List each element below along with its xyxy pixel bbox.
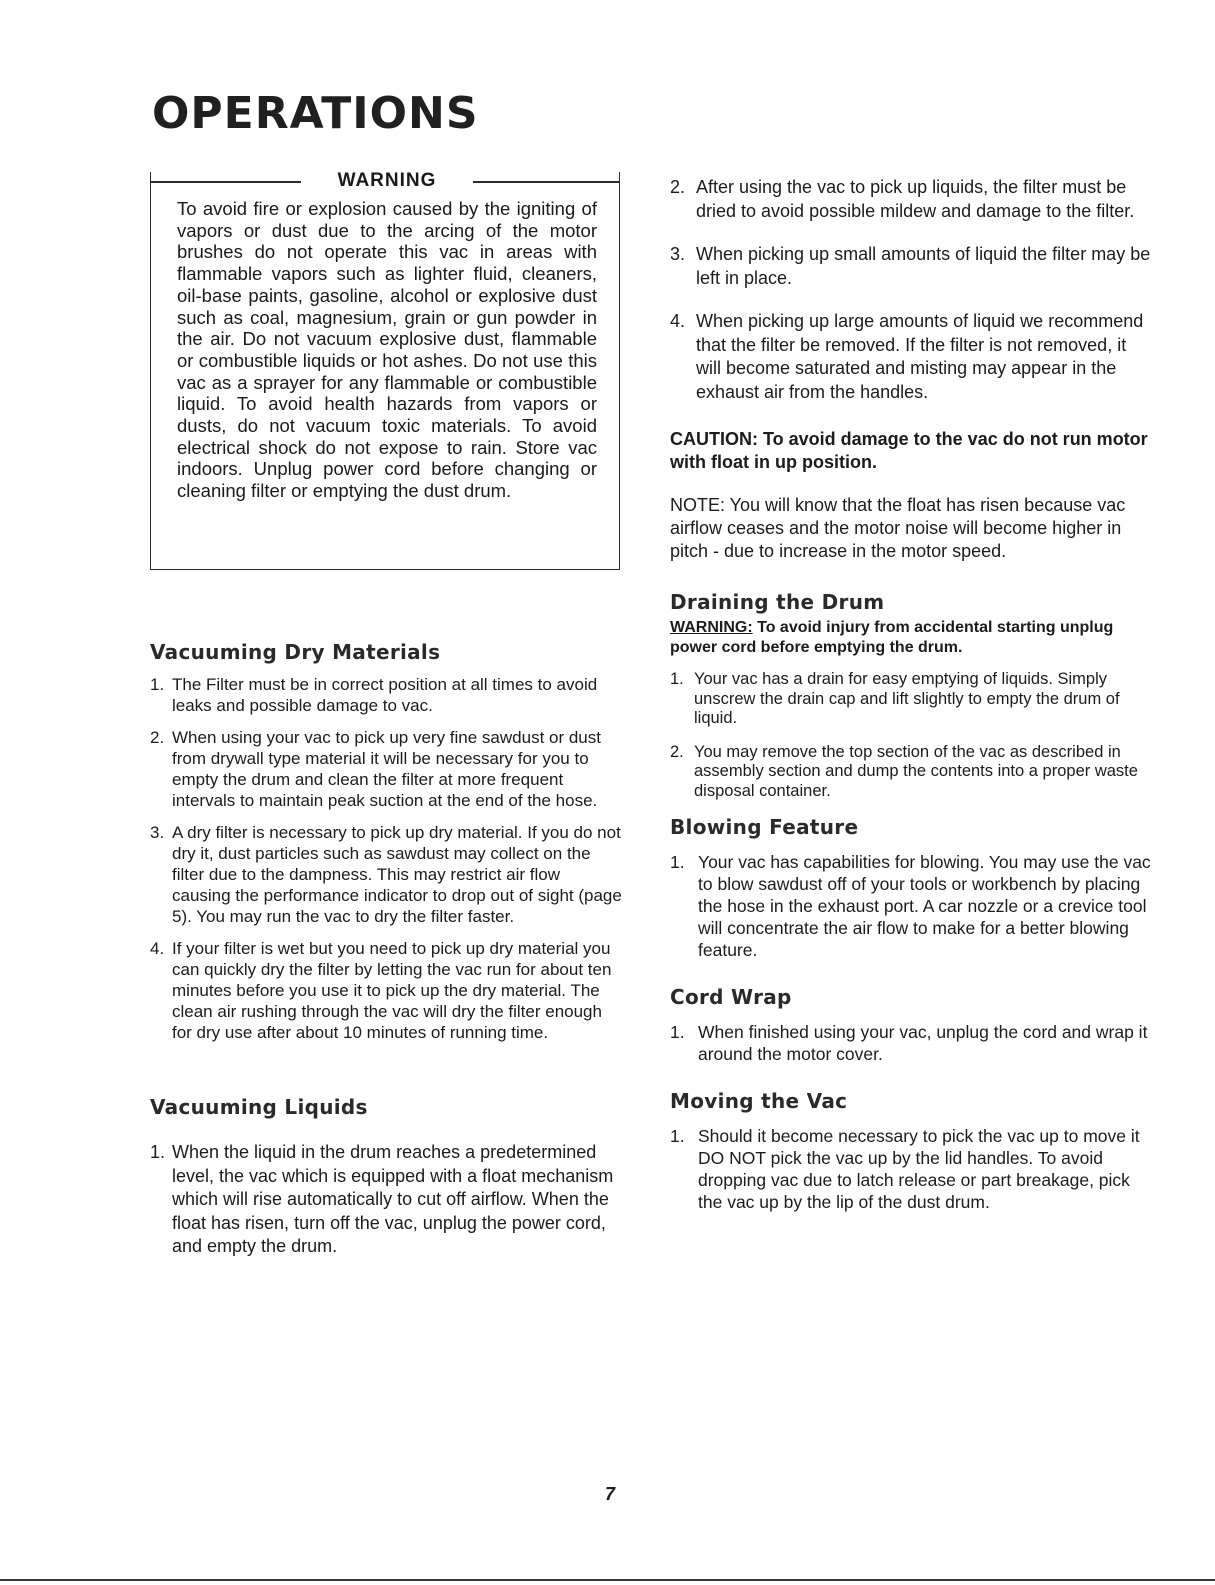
section-liquids — [150, 1095, 622, 1259]
item-text: Should it become necessary to pick the vac up to move it DO NOT pick the vac up by the lid handles. To avoid dropping vac due to latch release or part breakage, pick the vac up by the lip of the dust drum. — [698, 1126, 1140, 1212]
warning-rule-right — [473, 181, 619, 183]
dry-list — [150, 674, 622, 1043]
warning-box — [150, 172, 620, 570]
section-heading: Vacuuming Liquids — [150, 1095, 368, 1119]
left-column — [150, 172, 622, 1259]
item-text: Your vac has capabilities for blowing. You may use the vac to blow sawdust off of your tools or workbench by placing the hose in the exhaust port. A car nozzle or a crevice tool will concentrate the air flow to make for a better blowing feature. — [698, 852, 1151, 960]
section-heading: Draining the Drum — [670, 590, 885, 614]
list-item — [150, 822, 622, 927]
drain-list — [670, 670, 1152, 801]
drain-warning — [670, 618, 1152, 658]
list-item — [150, 938, 622, 1043]
list-item — [670, 1125, 1152, 1213]
item-number: 1. — [150, 675, 165, 694]
right-column — [670, 172, 1152, 1213]
liquids-list-continued — [670, 176, 1152, 404]
warning-title: WARNING — [337, 170, 437, 191]
page-title: OPERATIONS — [152, 88, 479, 139]
item-number: 2. — [670, 177, 686, 197]
list-item — [670, 851, 1152, 961]
section-heading: Moving the Vac — [670, 1089, 848, 1113]
warning-rule-left — [151, 181, 301, 183]
warning-text: To avoid fire or explosion caused by the igniting of vapors or dust due to the arcing of the motor brushes do not operate this vac in areas with flammable vapors such as lighter fluid, cleaners, oil-base paints, gasoline, alcohol or explosive dust such as coal, magnesium, grain or gun powder in the air. Do not vacuum explosive dust, flammable or combustible liquids or hot ashes. Do not use this vac as a sprayer for any flammable or combustible liquid. To avoid health hazards from vapors or dusts, do not vacuum toxic materials. To avoid electrical shock do not expose to rain. Store vac indoors. Unplug power cord before changing or cleaning filter or emptying the dust drum. — [177, 198, 597, 502]
item-text: The Filter must be in correct position at all times to avoid leaks and possible damage to vac. — [172, 675, 598, 715]
section-blowing — [670, 815, 1152, 961]
item-text: Your vac has a drain for easy emptying of liquids. Simply unscrew the drain cap and lift slightly to empty the drum of liquid. — [694, 670, 1120, 727]
list-item — [150, 1141, 622, 1259]
item-text: After using the vac to pick up liquids, the filter must be dried to avoid possible mildew and damage to the filter. — [696, 177, 1135, 221]
item-text: When picking up small amounts of liquid the filter may be left in place. — [696, 244, 1151, 288]
section-heading: Cord Wrap — [670, 985, 792, 1009]
list-item — [670, 1021, 1152, 1065]
list-item — [670, 670, 1152, 729]
section-cord-wrap — [670, 985, 1152, 1065]
item-number: 4. — [670, 311, 686, 331]
section-dry-materials — [150, 640, 622, 1043]
item-number: 3. — [670, 244, 686, 264]
item-number: 4. — [150, 939, 165, 958]
moving-list — [670, 1125, 1152, 1213]
item-number: 3. — [150, 823, 165, 842]
item-number: 2. — [670, 742, 684, 761]
drain-warning-label: WARNING: — [670, 619, 753, 636]
item-number: 1. — [150, 1142, 166, 1162]
item-text: When the liquid in the drum reaches a predetermined level, the vac which is equipped with a float mechanism which will rise automatically to cut off airflow. When the float has risen, turn off the vac, unplug the power cord, and empty the drum. — [172, 1142, 614, 1256]
section-heading: Blowing Feature — [670, 815, 859, 839]
item-text: When picking up large amounts of liquid we recommend that the filter be removed. If the filter is not removed, it will become saturated and misting may appear in the exhaust air from the handles. — [696, 311, 1144, 402]
note-text: NOTE: You will know that the float has risen because vac airflow ceases and the motor noise will become higher in pitch - due to increase in the motor speed. — [670, 495, 1126, 561]
item-text: You may remove the top section of the vac as described in assembly section and dump the contents into a proper waste disposal container. — [694, 742, 1138, 800]
section-draining — [670, 590, 1152, 801]
item-text: When finished using your vac, unplug the cord and wrap it around the motor cover. — [698, 1022, 1148, 1064]
list-item — [670, 176, 1152, 223]
list-item — [670, 243, 1152, 290]
cord-list — [670, 1021, 1152, 1065]
item-text: When using your vac to pick up very fine sawdust or dust from drywall type material it will be necessary for you to empty the drum and clean the filter at more frequent intervals to maintain peak suction at the end of the hose. — [172, 728, 601, 810]
drain-warning-text: To avoid injury from accidental starting unplug power cord before emptying the drum. — [670, 619, 1114, 656]
page-number: 7 — [604, 1484, 615, 1504]
section-moving — [670, 1089, 1152, 1213]
section-heading: Vacuuming Dry Materials — [150, 640, 441, 664]
item-number: 1. — [670, 852, 685, 872]
item-number: 1. — [670, 670, 684, 688]
item-number: 2. — [150, 728, 165, 747]
item-number: 1. — [670, 1022, 685, 1042]
caution-text: CAUTION: To avoid damage to the vac do not run motor with float in up position. — [670, 429, 1148, 472]
item-text: A dry filter is necessary to pick up dry material. If you do not dry it, dust particles such as sawdust may collect on the filter due to the dampness. This may restrict air flow causing the performance indicator to drop out of sight (page 5). You may run the vac to dry the filter faster. — [172, 823, 622, 926]
list-item — [150, 674, 622, 716]
list-item — [670, 743, 1152, 802]
bottom-rule — [0, 1579, 1215, 1581]
list-item — [670, 310, 1152, 404]
liquids-list — [150, 1141, 622, 1259]
list-item — [150, 727, 622, 811]
blowing-list — [670, 851, 1152, 961]
item-text: If your filter is wet but you need to pick up dry material you can quickly dry the filter by letting the vac run for about ten minutes before you use it to pick up the dry material. The clean air rushing through the vac will dry the filter enough for dry use after about 10 minutes of running time. — [172, 939, 612, 1042]
item-number: 1. — [670, 1126, 685, 1146]
